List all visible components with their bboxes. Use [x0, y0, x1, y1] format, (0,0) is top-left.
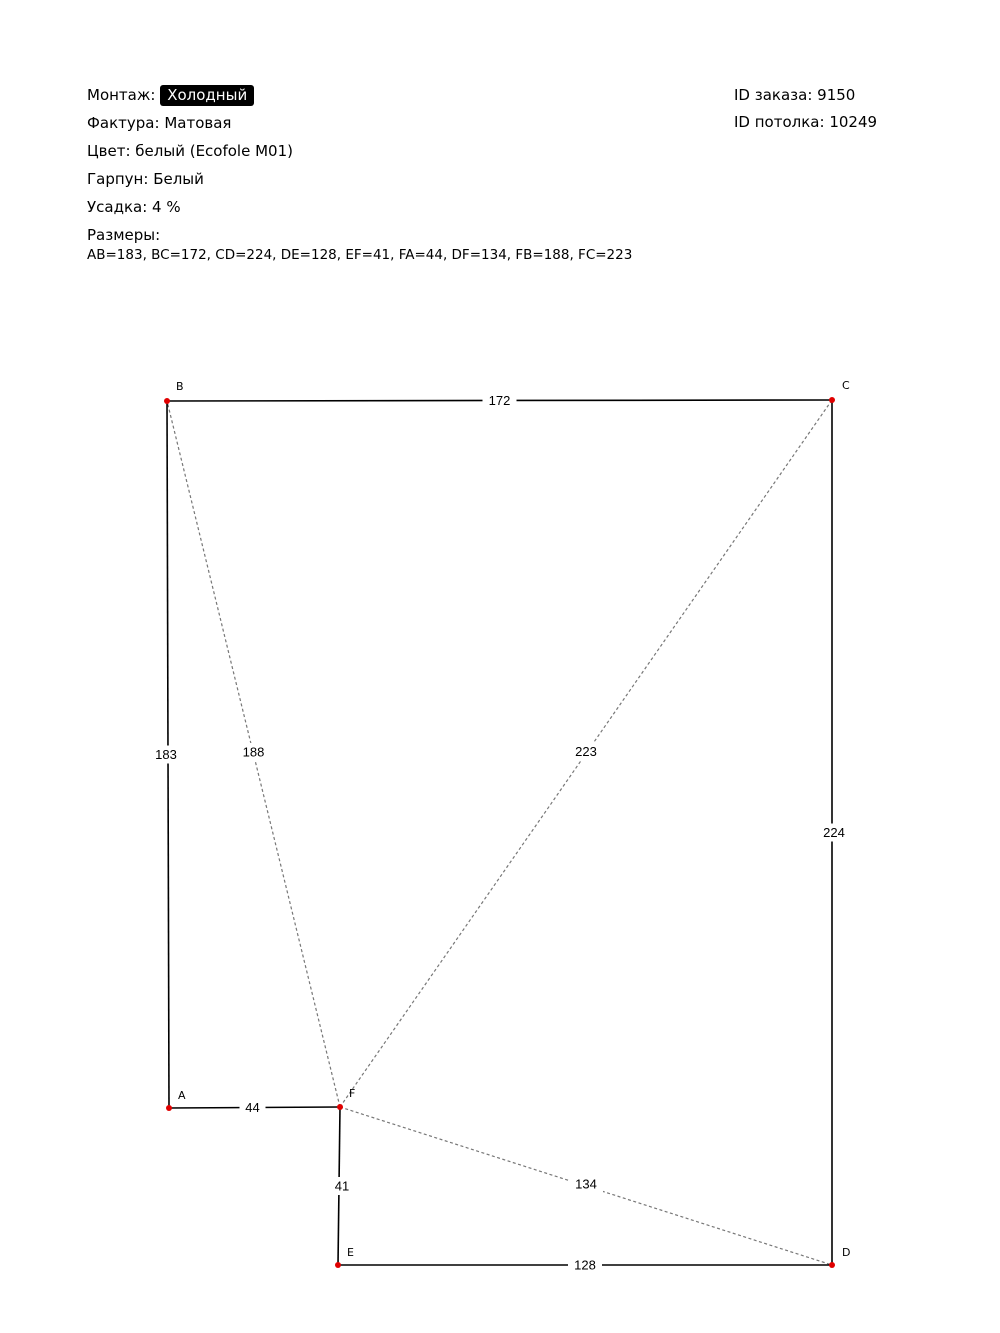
diagonal-length-label: 223: [575, 744, 597, 759]
vertex-label-a: A: [178, 1089, 186, 1102]
vertex-label-d: D: [842, 1246, 851, 1259]
vertex-a: [166, 1105, 172, 1111]
shrink-label: Усадка:: [87, 198, 148, 216]
sizes-label: Размеры:: [87, 226, 161, 244]
edge-length-label: 128: [574, 1257, 596, 1273]
mount-badge: Холодный: [160, 85, 254, 106]
edge-length-label: 41: [334, 1178, 350, 1194]
vertex-e: [335, 1262, 341, 1268]
color-value: белый (Ecofole M01): [135, 142, 293, 160]
texture-value: Матовая: [164, 114, 232, 132]
texture-label: Фактура:: [87, 114, 160, 132]
ceiling-id-value: 10249: [829, 113, 878, 131]
vertex-label-c: C: [842, 379, 850, 392]
mount-label: Монтаж:: [87, 86, 156, 104]
vertex-label-b: B: [176, 380, 184, 393]
ceiling-id-label: ID потолка:: [734, 113, 825, 131]
edge-length-label: 224: [823, 825, 845, 840]
vertex-b: [164, 398, 170, 404]
order-id-label: ID заказа:: [734, 86, 813, 104]
order-id-value: 9150: [817, 86, 856, 104]
shrink-value: 4 %: [152, 198, 181, 216]
harpoon-value: Белый: [153, 170, 204, 188]
vertex-c: [829, 397, 835, 403]
vertex-label-f: F: [349, 1087, 356, 1100]
harpoon-label: Гарпун:: [87, 170, 149, 188]
color-label: Цвет:: [87, 142, 131, 160]
vertex-f: [337, 1104, 343, 1110]
sizes-values: AB=183, BC=172, CD=224, DE=128, EF=41, FA=44, DF=134, FB=188, FC=223: [87, 247, 633, 263]
edge-length-label: 183: [155, 747, 177, 762]
vertex-label-e: E: [347, 1246, 354, 1259]
vertex-d: [829, 1262, 835, 1268]
edge-length-label: 172: [488, 393, 511, 408]
diagonal-length-label: 188: [242, 744, 265, 760]
edge-length-label: 44: [245, 1100, 260, 1115]
diagonal-length-label: 134: [575, 1176, 597, 1192]
